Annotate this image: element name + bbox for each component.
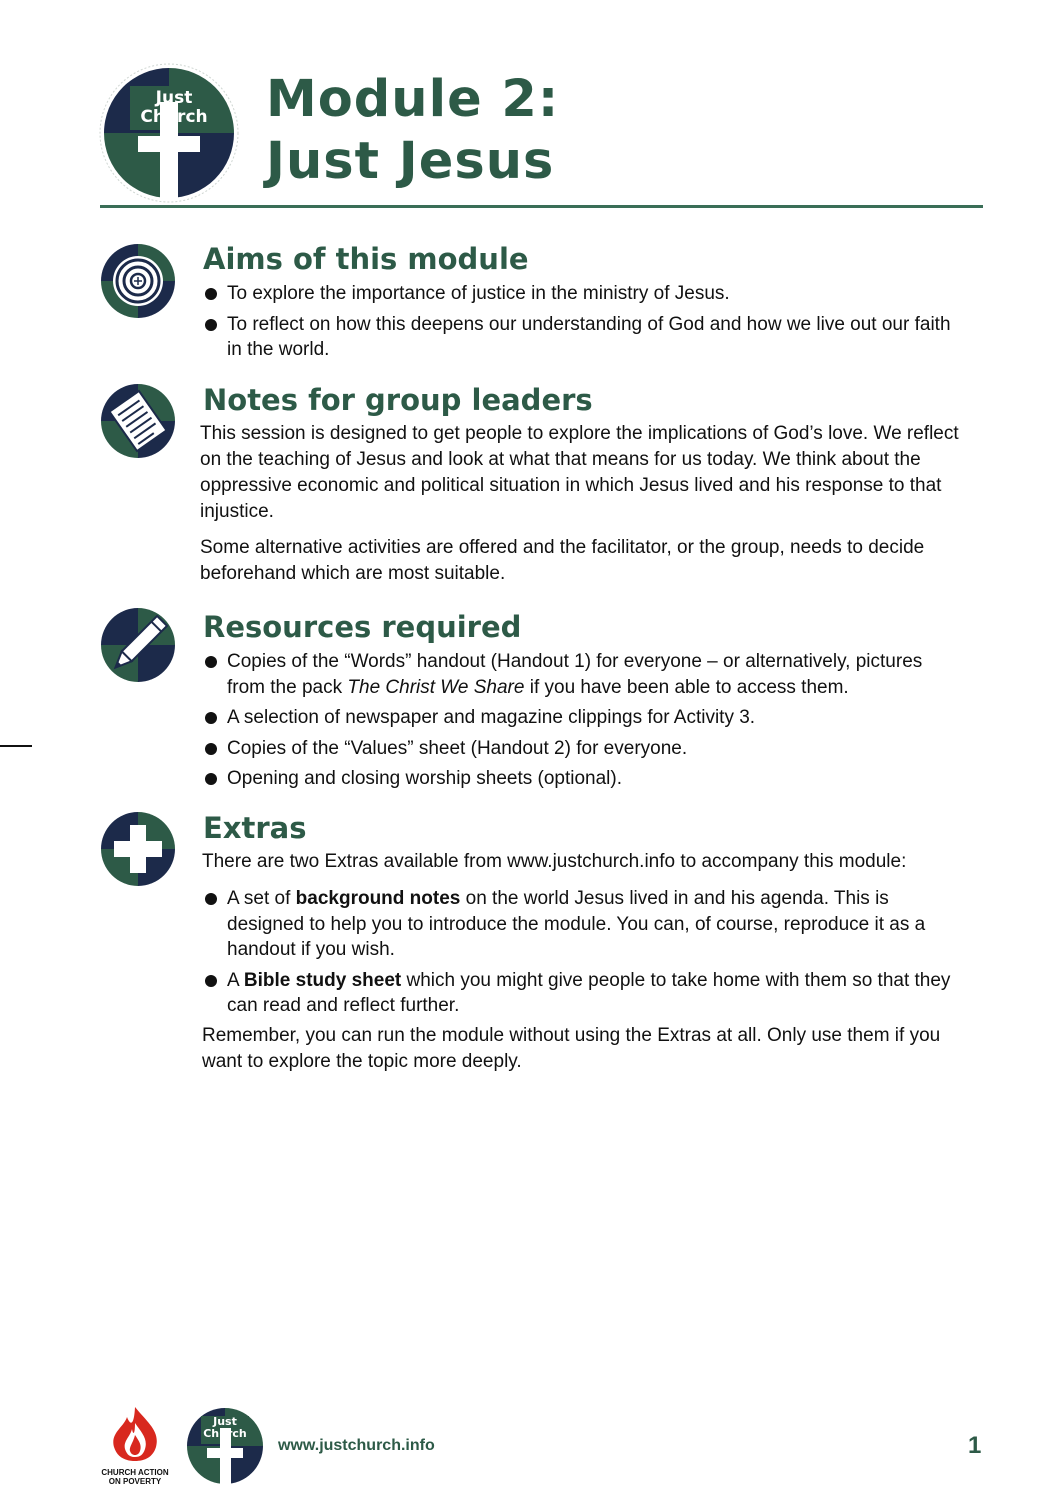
crop-mark [0, 745, 32, 747]
aims-list [202, 281, 962, 368]
list-item: To explore the importance of justice in the ministry of Jesus. [202, 281, 962, 307]
extras-bullet1-text: A set of [227, 888, 296, 909]
org-name-line2: ON POVERTY [108, 1477, 162, 1486]
resources-list [202, 649, 962, 797]
header-rule [100, 205, 983, 208]
list-item: A selection of newspaper and magazine clippings for Activity 3. [202, 705, 962, 731]
plus-icon [100, 811, 176, 887]
list-item [202, 886, 962, 963]
notes-body [200, 421, 982, 597]
notes-paragraph-2: Some alternative activities are offered and the facilitator, or the group, needs to decide beforehand which are most suitable. [200, 537, 925, 584]
extras-list [202, 886, 962, 1024]
footer-website-link[interactable]: www.justchurch.info [278, 1437, 435, 1454]
logo-text-church: Church [140, 107, 208, 127]
list-item: Copies of the “Values” sheet (Handout 2) for everyone. [202, 736, 962, 762]
extras-intro: There are two Extras available from www.justchurch.info to accompany this module: [202, 851, 907, 872]
list-item: To reflect on how this deepens our understanding of God and how we live out our faith in the world. [202, 312, 962, 363]
list-item: Opening and closing worship sheets (optional). [202, 766, 962, 792]
flame-icon [100, 1405, 170, 1463]
extras-bullet1-text-end: on the world Jesus lived in and his agenda. This is designed to help you to introduce the module. You can, of course, reproduce it as a handout if you wish. [227, 888, 926, 960]
page-title-line1: Module 2: [266, 70, 560, 129]
list-item [202, 649, 962, 700]
section-heading-extras: Extras [203, 811, 307, 845]
footer-just-church-logo [185, 1406, 265, 1486]
resources-bullet1-text-end: if you have been able to access them. [524, 676, 849, 698]
just-church-logo [98, 62, 240, 204]
section-heading-notes: Notes for group leaders [203, 383, 593, 417]
extras-bullet1-bold: background notes [295, 888, 461, 909]
extras-bullet2-bold: Bible study sheet [243, 969, 402, 991]
church-action-on-poverty-logo [100, 1405, 170, 1485]
resources-bullet1-text: Copies of the “Words” handout (Handout 1) for everyone – or alternatively, pictures from the pack [227, 651, 923, 698]
page-title-line2: Just Jesus [266, 132, 555, 191]
pencil-icon [100, 607, 176, 683]
extras-bullet2-text: A [227, 969, 244, 991]
extras-bullet2-text-end: which you might give people to take home with them so that they can read and reflect further. [227, 969, 951, 1016]
list-item [202, 968, 962, 1019]
target-icon [100, 243, 176, 319]
page-number: 1 [968, 1432, 982, 1459]
footer-logo-text-just: Just [213, 1415, 237, 1428]
extras-closing: Remember, you can run the module without using the Extras at all. Only use them if you want to explore the topic more deeply. [202, 1025, 941, 1072]
notepad-icon [100, 383, 176, 459]
notes-paragraph-1: This session is designed to get people to explore the implications of God’s love. We reflect on the teaching of Jesus and look at what that means for us today. We think about the oppressive economic and political situation in which Jesus lived and his response to that injustice. [200, 423, 959, 522]
section-heading-resources: Resources required [203, 610, 522, 644]
section-heading-aims: Aims of this module [203, 242, 529, 276]
publication-title: The Christ We Share [347, 676, 525, 698]
logo-text-just: Just [155, 88, 193, 108]
org-name-line1: CHURCH ACTION [101, 1468, 169, 1477]
footer-logo-text-church: Church [203, 1427, 247, 1440]
